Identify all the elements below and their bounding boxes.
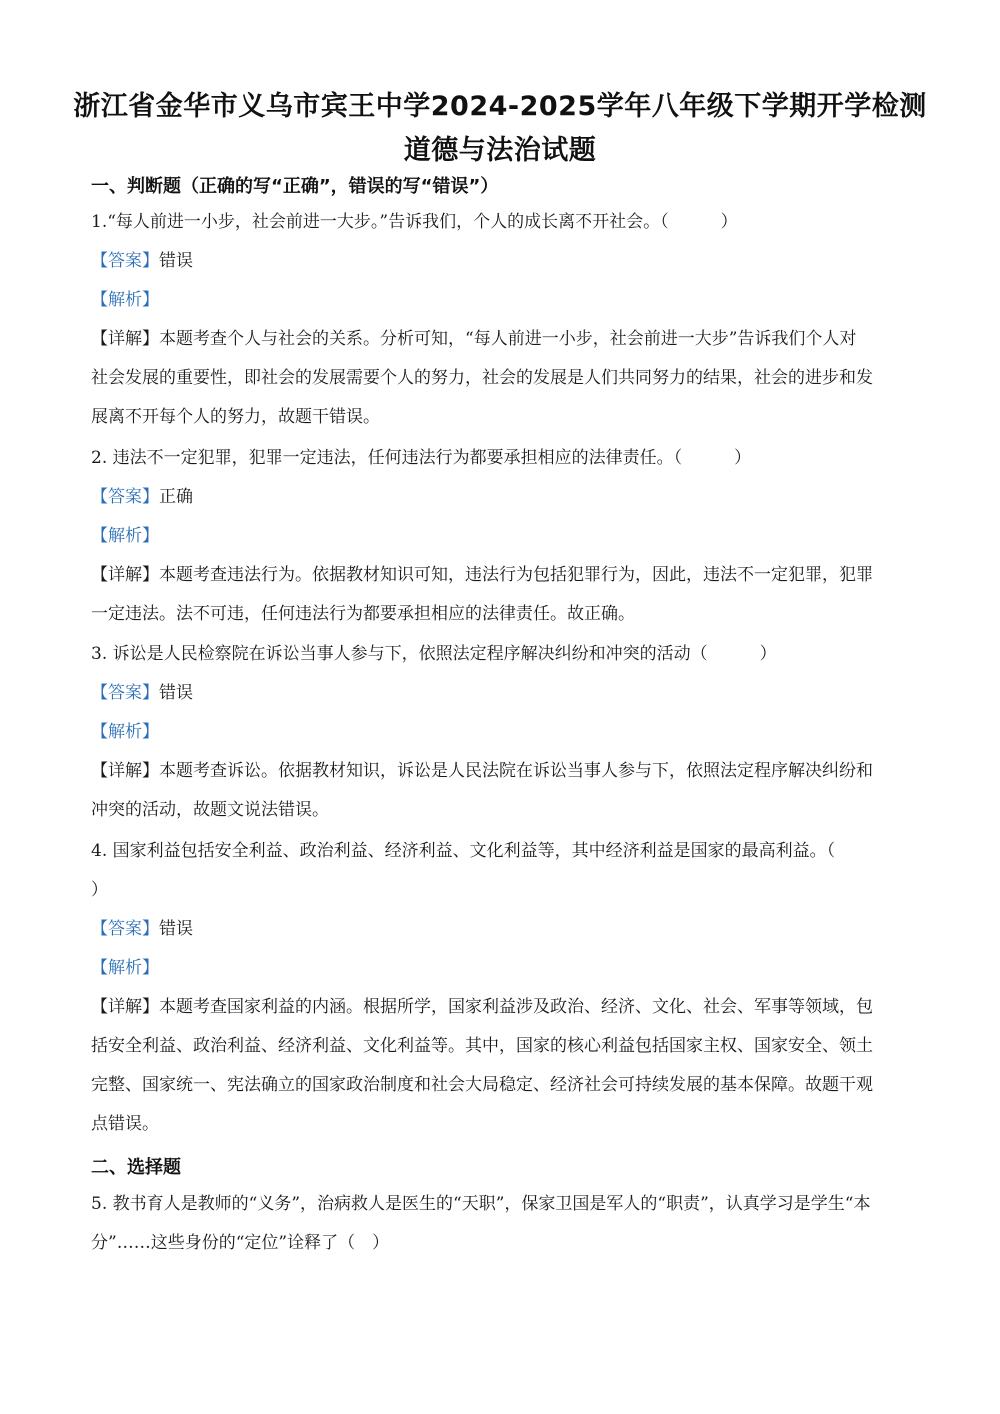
question-4-detail-line4: 点错误。 <box>91 1114 159 1134</box>
question-3-text: 3. 诉讼是人民检察院在诉讼当事人参与下，依照法定程序解决纠纷和冲突的活动（ <box>91 644 708 664</box>
question-1-detail-text1: 本题考查个人与社会的关系。分析可知，“每人前进一小步，社会前进一大步”告诉我们个人对 <box>159 329 857 349</box>
question-3-answer <box>91 681 911 705</box>
detail-tag: 【详解】 <box>91 565 159 585</box>
question-1-answer-value: 错误 <box>159 251 193 271</box>
analysis-tag: 【解析】 <box>91 290 159 310</box>
question-1-close-paren: ） <box>720 212 738 232</box>
answer-tag: 【答案】 <box>91 919 159 939</box>
question-4-stem-line2: ） <box>91 880 108 900</box>
question-2-detail-text1: 本题考查违法行为。依据教材知识可知，违法行为包括犯罪行为，因此，违法不一定犯罪，犯罪 <box>159 565 873 585</box>
question-4-analysis <box>91 956 911 980</box>
question-4-detail-line3: 完整、国家统一、宪法确立的国家政治制度和社会大局稳定、经济社会可持续发展的基本保障。故题干观 <box>91 1075 873 1095</box>
question-4-detail-text1: 本题考查国家利益的内涵。根据所学，国家利益涉及政治、经济、文化、社会、军事等领域，包 <box>159 997 873 1017</box>
analysis-tag: 【解析】 <box>91 958 159 978</box>
question-3-detail-line1 <box>91 759 911 783</box>
question-2-detail-line1 <box>91 563 911 587</box>
question-4-answer-value: 错误 <box>159 919 193 939</box>
question-4-detail-line2: 括安全利益、政治利益、经济利益、文化利益等。其中，国家的核心利益包括国家主权、国家安全、领土 <box>91 1036 873 1056</box>
answer-tag: 【答案】 <box>91 251 159 271</box>
question-2-answer <box>91 485 911 509</box>
question-2-stem <box>91 446 911 470</box>
question-5-stem-line2: 分”……这些身份的“定位”诠释了（ ） <box>91 1233 390 1253</box>
question-3-stem <box>91 642 911 666</box>
question-4-stem-line1: 4. 国家利益包括安全利益、政治利益、经济利益、文化利益等，其中经济利益是国家的最高利益。（ <box>91 841 836 861</box>
question-2-answer-value: 正确 <box>159 487 193 507</box>
question-1-analysis <box>91 288 911 312</box>
question-2-text: 2. 违法不一定犯罪，犯罪一定违法，任何违法行为都要承担相应的法律责任。（ <box>91 448 683 468</box>
analysis-tag: 【解析】 <box>91 722 159 742</box>
question-1-detail-line2: 社会发展的重要性，即社会的发展需要个人的努力，社会的发展是人们共同努力的结果，社会的进步和发 <box>91 368 873 388</box>
question-4-detail-line1 <box>91 995 911 1019</box>
question-4-answer <box>91 917 911 941</box>
question-2-detail-line2: 一定违法。法不可违，任何违法行为都要承担相应的法律责任。故正确。 <box>91 604 635 624</box>
document-title-line1: 浙江省金华市义乌市宾王中学2024-2025学年八年级下学期开学检测 <box>73 91 927 122</box>
question-2-close-paren: ） <box>734 448 752 468</box>
detail-tag: 【详解】 <box>91 329 159 349</box>
question-1-detail-line1 <box>91 327 911 351</box>
question-1-answer <box>91 249 911 273</box>
question-3-answer-value: 错误 <box>159 683 193 703</box>
question-3-analysis <box>91 720 911 744</box>
question-3-close-paren: ） <box>759 644 777 664</box>
detail-tag: 【详解】 <box>91 997 159 1017</box>
question-1-text: 1.“每人前进一小步，社会前进一大步。”告诉我们，个人的成长离不开社会。（ <box>91 212 669 232</box>
answer-tag: 【答案】 <box>91 683 159 703</box>
question-5-stem-line1: 5. 教书育人是教师的“义务”，治病救人是医生的“天职”，保家卫国是军人的“职责”，认真学习是学生“本 <box>91 1194 871 1214</box>
section2-heading: 二、选择题 <box>91 1157 181 1178</box>
question-3-detail-text1: 本题考查诉讼。依据教材知识，诉讼是人民法院在诉讼当事人参与下，依照法定程序解决纠纷和 <box>159 761 873 781</box>
question-1-stem <box>91 210 911 234</box>
detail-tag: 【详解】 <box>91 761 159 781</box>
question-2-analysis <box>91 524 911 548</box>
question-3-detail-line2: 冲突的活动，故题文说法错误。 <box>91 800 329 820</box>
section1-heading: 一、判断题（正确的写“正确”，错误的写“错误”） <box>91 176 499 197</box>
question-1-detail-line3: 展离不开每个人的努力，故题干错误。 <box>91 407 380 427</box>
answer-tag: 【答案】 <box>91 487 159 507</box>
document-title-line2: 道德与法治试题 <box>403 135 597 166</box>
analysis-tag: 【解析】 <box>91 526 159 546</box>
